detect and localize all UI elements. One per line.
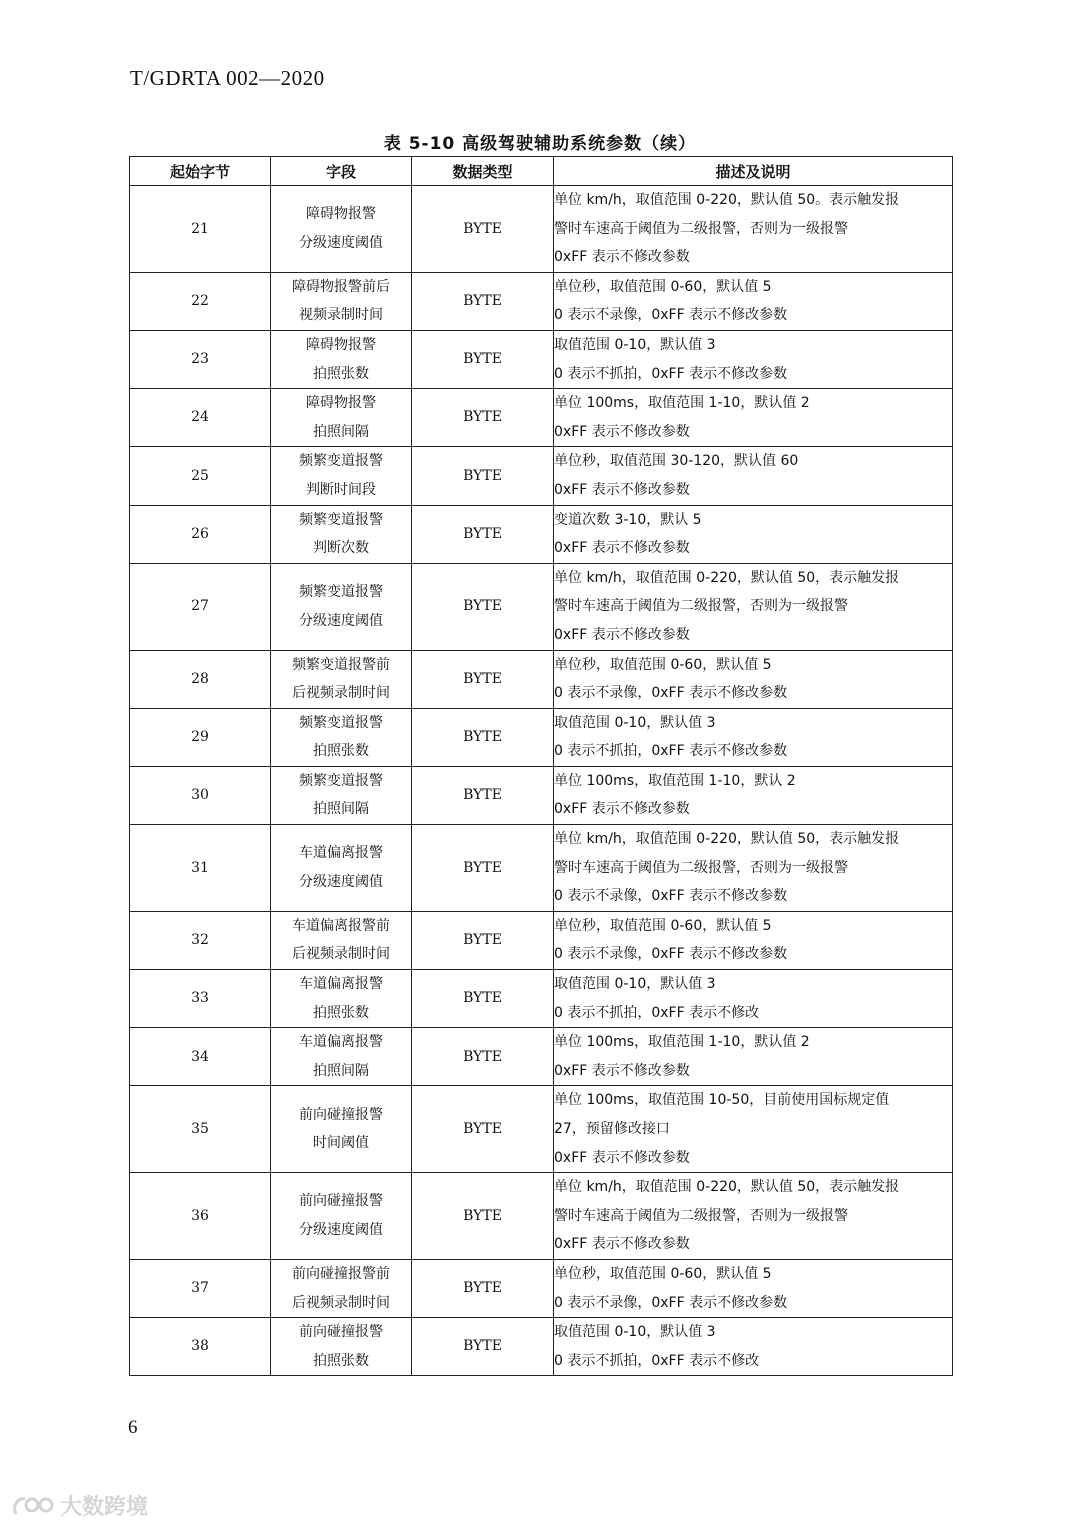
description-line: 取值范围 0-10，默认值 3 [554,336,716,353]
cell-data-type: BYTE [412,970,554,1028]
cell-start-byte: 30 [130,766,271,824]
cell-description [554,1028,953,1086]
cell-start-byte: 22 [130,272,271,330]
description-line: 警时车速高于阈值为二级报警，否则为一级报警 [554,598,848,615]
field-line: 障碍物报警 [306,395,376,412]
table-row [130,447,953,505]
cell-field [271,650,412,708]
column-header-start-byte: 起始字节 [130,157,271,186]
field-line: 频繁变道报警 [299,714,383,731]
page-number: 6 [128,1417,138,1438]
description-line: 0xFF 表示不修改参数 [554,1236,690,1253]
cell-data-type: BYTE [412,389,554,447]
cell-description [554,911,953,969]
cell-field [271,825,412,912]
cell-field [271,1173,412,1260]
cell-field [271,186,412,273]
cell-description [554,1173,953,1260]
description-line: 0xFF 表示不修改参数 [554,540,690,557]
description-line: 0xFF 表示不修改参数 [554,1062,690,1079]
cell-data-type: BYTE [412,1259,554,1317]
cell-data-type: BYTE [412,1028,554,1086]
cell-start-byte: 29 [130,708,271,766]
cell-data-type: BYTE [412,766,554,824]
description-line: 0xFF 表示不修改参数 [554,481,690,498]
cell-field [271,447,412,505]
field-line: 拍照张数 [313,1004,369,1021]
description-line: 0xFF 表示不修改参数 [554,801,690,818]
cell-start-byte: 28 [130,650,271,708]
watermark [10,1490,148,1521]
description-line: 单位 km/h，取值范围 0-220，默认值 50，表示触发报 [554,569,900,586]
cell-field [271,330,412,388]
field-line: 前向碰撞报警 [299,1193,383,1210]
cell-field [271,1259,412,1317]
cell-start-byte: 37 [130,1259,271,1317]
table-row [130,1259,953,1317]
cell-start-byte: 25 [130,447,271,505]
description-line: 警时车速高于阈值为二级报警，否则为一级报警 [554,220,848,237]
cell-start-byte: 26 [130,505,271,563]
description-line: 0 表示不录像，0xFF 表示不修改参数 [554,888,788,905]
column-header-data-type: 数据类型 [412,157,554,186]
field-line: 后视频录制时间 [292,1294,390,1311]
cell-field [271,911,412,969]
table-row [130,1173,953,1260]
cell-description [554,389,953,447]
table-body [130,186,953,1376]
cell-start-byte: 23 [130,330,271,388]
description-line: 0 表示不抓拍，0xFF 表示不修改 [554,1004,760,1021]
cell-field [271,505,412,563]
cell-data-type: BYTE [412,708,554,766]
cell-field [271,766,412,824]
description-line: 单位 100ms，取值范围 1-10，默认值 2 [554,395,810,412]
description-line: 0xFF 表示不修改参数 [554,1149,690,1166]
cell-description [554,505,953,563]
table-row [130,825,953,912]
field-line: 前向碰撞报警 [299,1106,383,1123]
description-line: 单位 100ms，取值范围 10-50，目前使用国标规定值 [554,1092,890,1109]
table-row [130,505,953,563]
field-line: 分级速度阈值 [299,873,383,890]
cell-data-type: BYTE [412,186,554,273]
table-row [130,911,953,969]
description-line: 单位秒，取值范围 0-60，默认值 5 [554,656,772,673]
field-line: 频繁变道报警 [299,584,383,601]
description-line: 27，预留修改接口 [554,1121,670,1137]
field-line: 分级速度阈值 [299,612,383,629]
field-line: 分级速度阈值 [299,234,383,251]
field-line: 车道偏离报警 [299,1034,383,1051]
cell-data-type: BYTE [412,330,554,388]
table-row [130,1028,953,1086]
description-line: 单位 100ms，取值范围 1-10，默认 2 [554,772,796,789]
cell-data-type: BYTE [412,1086,554,1173]
field-line: 拍照间隔 [313,423,369,440]
column-header-field: 字段 [271,157,412,186]
cell-field [271,563,412,650]
table-row [130,766,953,824]
description-line: 单位 km/h，取值范围 0-220，默认值 50，表示触发报 [554,1179,900,1196]
cell-description [554,330,953,388]
cell-start-byte: 31 [130,825,271,912]
cell-description [554,1086,953,1173]
field-line: 后视频录制时间 [292,685,390,702]
description-line: 0xFF 表示不修改参数 [554,249,690,266]
field-line: 拍照张数 [313,743,369,760]
field-line: 障碍物报警前后 [292,278,390,295]
cell-field [271,970,412,1028]
description-line: 单位秒，取值范围 30-120，默认值 60 [554,453,799,470]
cell-start-byte: 21 [130,186,271,273]
field-line: 时间阈值 [313,1135,369,1152]
table-row [130,1086,953,1173]
logo-icon [10,1493,56,1519]
cell-field [271,389,412,447]
cell-description [554,825,953,912]
cell-data-type: BYTE [412,911,554,969]
description-line: 取值范围 0-10，默认值 3 [554,714,716,731]
cell-data-type: BYTE [412,505,554,563]
description-line: 警时车速高于阈值为二级报警，否则为一级报警 [554,1207,848,1224]
description-line: 警时车速高于阈值为二级报警，否则为一级报警 [554,859,848,876]
description-line: 单位 km/h，取值范围 0-220，默认值 50，表示触发报 [554,831,900,848]
field-line: 障碍物报警 [306,206,376,223]
cell-description [554,1259,953,1317]
field-line: 后视频录制时间 [292,946,390,963]
table-row [130,272,953,330]
description-line: 单位秒，取值范围 0-60，默认值 5 [554,917,772,934]
table-title: 表 5-10 高级驾驶辅助系统参数（续） [383,134,697,154]
table-row [130,970,953,1028]
cell-start-byte: 24 [130,389,271,447]
cell-start-byte: 34 [130,1028,271,1086]
cell-data-type: BYTE [412,1173,554,1260]
cell-field [271,1028,412,1086]
field-line: 车道偏离报警 [299,976,383,993]
table-header-row [130,157,953,186]
field-line: 拍照间隔 [313,801,369,818]
description-line: 0 表示不抓拍，0xFF 表示不修改参数 [554,743,788,760]
table-row [130,563,953,650]
cell-field [271,1086,412,1173]
cell-description [554,1318,953,1376]
table-row [130,389,953,447]
field-line: 车道偏离报警 [299,845,383,862]
cell-data-type: BYTE [412,650,554,708]
description-line: 0xFF 表示不修改参数 [554,423,690,440]
cell-data-type: BYTE [412,272,554,330]
cell-field [271,1318,412,1376]
description-line: 取值范围 0-10，默认值 3 [554,976,716,993]
description-line: 0 表示不录像，0xFF 表示不修改参数 [554,1294,788,1311]
table-row [130,1318,953,1376]
description-line: 变道次数 3-10，默认 5 [554,511,702,528]
field-line: 频繁变道报警 [299,453,383,470]
cell-field [271,272,412,330]
cell-data-type: BYTE [412,825,554,912]
column-header-description: 描述及说明 [554,157,953,186]
cell-start-byte: 27 [130,563,271,650]
description-line: 单位秒，取值范围 0-60，默认值 5 [554,278,772,295]
field-line: 前向碰撞报警 [299,1324,383,1341]
cell-description [554,766,953,824]
cell-start-byte: 36 [130,1173,271,1260]
description-line: 单位 km/h，取值范围 0-220，默认值 50。表示触发报 [554,192,900,208]
description-line: 0 表示不录像，0xFF 表示不修改参数 [554,685,788,702]
description-line: 取值范围 0-10，默认值 3 [554,1324,716,1341]
field-line: 分级速度阈值 [299,1222,383,1239]
table-row [130,708,953,766]
cell-description [554,650,953,708]
watermark-text: 大数跨境 [60,1495,149,1520]
field-line: 判断时间段 [306,481,376,498]
field-line: 判断次数 [313,540,369,557]
field-line: 频繁变道报警前 [292,656,390,673]
field-line: 拍照张数 [313,1352,369,1369]
field-line: 前向碰撞报警前 [292,1265,390,1282]
description-line: 单位秒，取值范围 0-60，默认值 5 [554,1265,772,1282]
parameter-table [129,156,953,1376]
cell-start-byte: 33 [130,970,271,1028]
table-row [130,330,953,388]
description-line: 0 表示不录像，0xFF 表示不修改参数 [554,307,788,324]
description-line: 0 表示不抓拍，0xFF 表示不修改参数 [554,365,788,382]
table-row [130,650,953,708]
document-code: T/GDRTA 002—2020 [130,66,325,90]
cell-description [554,272,953,330]
field-line: 视频录制时间 [299,307,383,324]
description-line: 0 表示不录像，0xFF 表示不修改参数 [554,946,788,963]
field-line: 频繁变道报警 [299,511,383,528]
description-line: 0 表示不抓拍，0xFF 表示不修改 [554,1352,760,1369]
cell-start-byte: 32 [130,911,271,969]
field-line: 频繁变道报警 [299,772,383,789]
cell-description [554,447,953,505]
table-row [130,186,953,273]
cell-start-byte: 35 [130,1086,271,1173]
field-line: 拍照间隔 [313,1062,369,1079]
cell-data-type: BYTE [412,563,554,650]
field-line: 障碍物报警 [306,336,376,353]
cell-description [554,708,953,766]
field-line: 车道偏离报警前 [292,917,390,934]
cell-data-type: BYTE [412,447,554,505]
cell-data-type: BYTE [412,1318,554,1376]
field-line: 拍照张数 [313,365,369,382]
cell-start-byte: 38 [130,1318,271,1376]
description-line: 0xFF 表示不修改参数 [554,626,690,643]
description-line: 单位 100ms，取值范围 1-10，默认值 2 [554,1034,810,1051]
cell-description [554,563,953,650]
cell-description [554,186,953,273]
cell-field [271,708,412,766]
cell-description [554,970,953,1028]
